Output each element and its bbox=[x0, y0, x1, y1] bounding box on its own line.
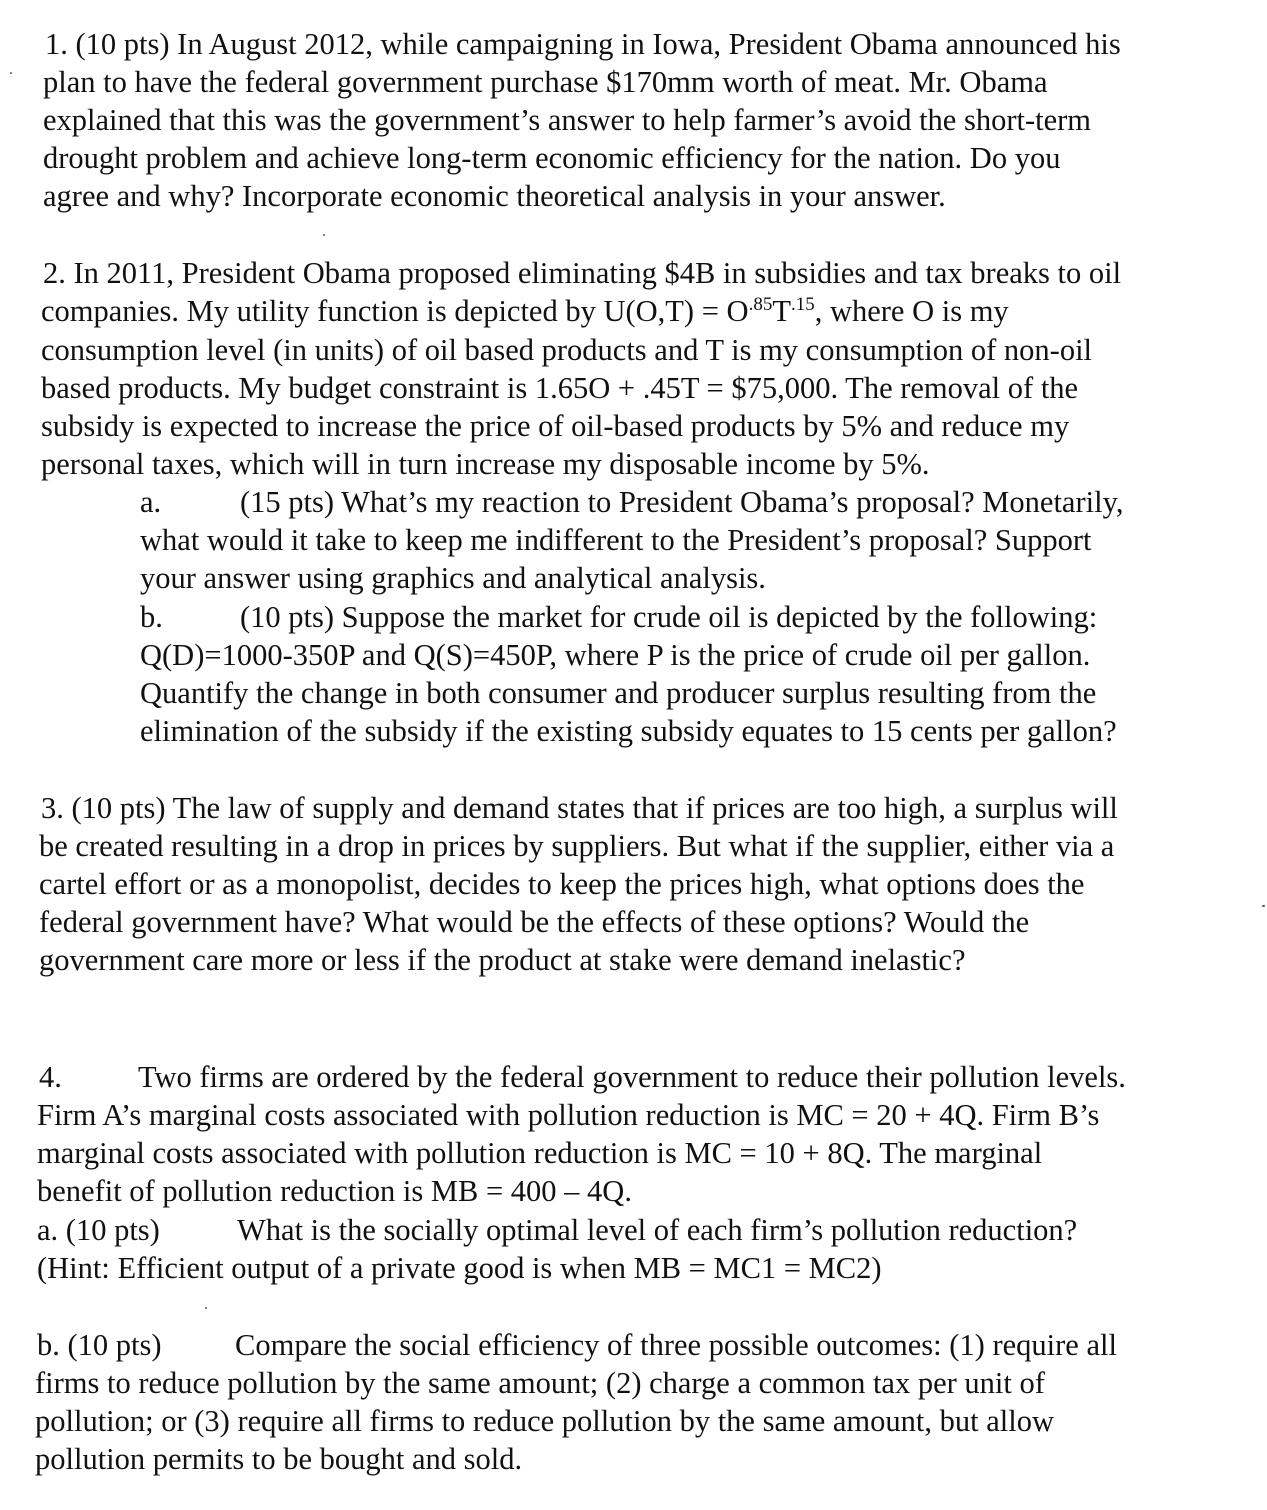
q2-line-5: subsidy is expected to increase the price of oil-based products by 5% and reduce my bbox=[41, 409, 1070, 443]
q1-line-4: drought problem and achieve long-term economic efficiency for the nation. Do you bbox=[43, 141, 1061, 175]
q2b-line-1: (10 pts) Suppose the market for crude oil is depicted by the following: bbox=[240, 600, 1098, 634]
q2-line-3: consumption level (in units) of oil based products and T is my consumption of non-oil bbox=[41, 333, 1093, 367]
q3-line-4: federal government have? What would be the effects of these options? Would the bbox=[39, 905, 1030, 939]
q4b-line-2: firms to reduce pollution by the same amount; (2) charge a common tax per unit of bbox=[35, 1366, 1045, 1400]
q4b-line-4: pollution permits to be bought and sold. bbox=[35, 1442, 523, 1476]
q2-line-4: based products. My budget constraint is 1.65O + .45T = $75,000. The removal of the bbox=[41, 371, 1079, 405]
q1-line-1: 1. (10 pts) In August 2012, while campaigning in Iowa, President Obama announced his bbox=[45, 27, 1121, 61]
scan-speck bbox=[1262, 905, 1265, 907]
q3-line-2: be created resulting in a drop in prices by suppliers. But what if the supplier, either via a bbox=[39, 829, 1115, 863]
q4a-hint: (Hint: Efficient output of a private good is when MB = MC1 = MC2) bbox=[37, 1251, 882, 1285]
q4a-question: What is the socially optimal level of each firm’s pollution reduction? bbox=[237, 1213, 1078, 1247]
scan-speck bbox=[10, 72, 12, 74]
q2a-line-3: your answer using graphics and analytical analysis. bbox=[140, 561, 766, 595]
q1-line-2: plan to have the federal government purchase $170mm worth of meat. Mr. Obama bbox=[43, 65, 1048, 99]
q4b-line-1: Compare the social efficiency of three possible outcomes: (1) require all bbox=[235, 1328, 1117, 1362]
q2-utility-line bbox=[41, 292, 1009, 330]
q2a-label: a. bbox=[140, 485, 162, 519]
scan-speck bbox=[323, 234, 325, 236]
q4-line-3: marginal costs associated with pollution reduction is MC = 10 + 8Q. The marginal bbox=[37, 1136, 1043, 1170]
q2-utility-exponent-o: .85 bbox=[748, 294, 773, 315]
q2-utility-before: companies. My utility function is depicted by U(O,T) = O bbox=[41, 294, 749, 328]
q3-line-3: cartel effort or as a monopolist, decides to keep the prices high, what options does the bbox=[39, 867, 1085, 901]
q4b-label: b. (10 pts) bbox=[37, 1328, 162, 1362]
q3-line-1: 3. (10 pts) The law of supply and demand states that if prices are too high, a surplus will bbox=[41, 791, 1118, 825]
scan-speck bbox=[205, 1307, 207, 1309]
q4a-label: a. (10 pts) bbox=[37, 1213, 160, 1247]
q2-utility-exponent-t: .15 bbox=[790, 294, 815, 315]
q4b-line-3: pollution; or (3) require all firms to reduce pollution by the same amount, but allow bbox=[35, 1404, 1054, 1438]
q1-line-3: explained that this was the government’s answer to help farmer’s avoid the short-term bbox=[43, 103, 1092, 137]
q4-line-2: Firm A’s marginal costs associated with pollution reduction is MC = 20 + 4Q. Firm B’s bbox=[37, 1098, 1100, 1132]
q3-line-5: government care more or less if the product at stake were demand inelastic? bbox=[39, 943, 966, 977]
q1-line-5: agree and why? Incorporate economic theoretical analysis in your answer. bbox=[43, 179, 946, 213]
q2-utility-after: , where O is my bbox=[814, 294, 1009, 328]
q2a-line-2: what would it take to keep me indifferent to the President’s proposal? Support bbox=[140, 523, 1092, 557]
q2b-label: b. bbox=[140, 600, 163, 634]
q2b-line-3: Quantify the change in both consumer and producer surplus resulting from the bbox=[140, 676, 1097, 710]
q2b-line-2: Q(D)=1000-350P and Q(S)=450P, where P is the price of crude oil per gallon. bbox=[140, 638, 1091, 672]
q4-line-1: Two firms are ordered by the federal government to reduce their pollution levels. bbox=[138, 1060, 1126, 1094]
q4-line-4: benefit of pollution reduction is MB = 400 – 4Q. bbox=[37, 1174, 632, 1208]
q4-number: 4. bbox=[39, 1060, 62, 1094]
q2a-line-1: (15 pts) What’s my reaction to President Obama’s proposal? Monetarily, bbox=[240, 485, 1124, 519]
q2-utility-mid: T bbox=[772, 294, 791, 328]
q2b-line-4: elimination of the subsidy if the existing subsidy equates to 15 cents per gallon? bbox=[140, 714, 1117, 748]
q2-line-1: 2. In 2011, President Obama proposed eliminating $4B in subsidies and tax breaks to oil bbox=[43, 256, 1122, 290]
q2-line-6: personal taxes, which will in turn increase my disposable income by 5%. bbox=[41, 447, 930, 481]
